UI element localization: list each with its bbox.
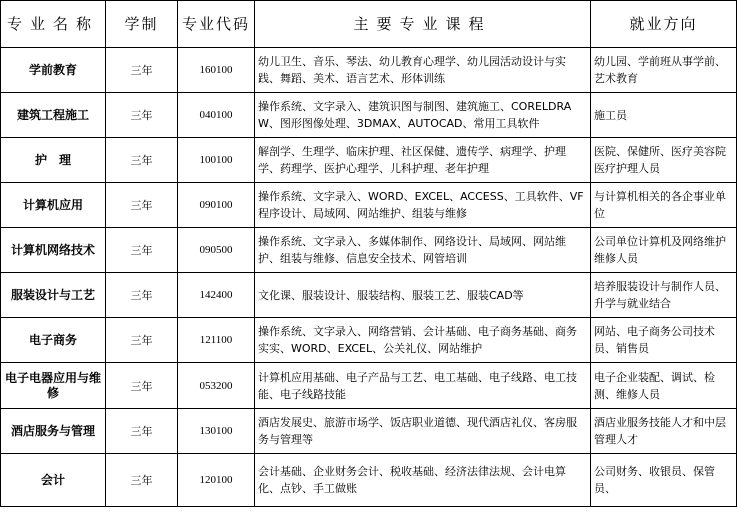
- employment-direction: 网站、电子商务公司技术员、销售员: [591, 318, 737, 363]
- table-row: [1, 183, 737, 228]
- main-courses: 操作系统、文字录入、建筑识图与制图、建筑施工、CORELDRAW、图形图像处理、3DMAX、AUTOCAD、常用工具软件: [255, 93, 591, 138]
- duration: 三年: [106, 183, 178, 228]
- header-row: [1, 1, 737, 48]
- employment-direction: 施工员: [591, 93, 737, 138]
- employment-direction: 医院、保健所、医疗美容院医疗护理人员: [591, 138, 737, 183]
- table-row: [1, 228, 737, 273]
- main-courses: 计算机应用基础、电子产品与工艺、电工基础、电子线路、电工技能、电子线路技能: [255, 363, 591, 409]
- header-main-courses: 主要专业课程: [255, 1, 591, 48]
- table-row: [1, 409, 737, 454]
- main-courses: 会计基础、企业财务会计、税收基础、经济法律法规、会计电算化、点钞、手工做账: [255, 454, 591, 507]
- employment-direction: 幼儿园、学前班从事学前、艺术教育: [591, 48, 737, 93]
- header-employment: 就业方向: [591, 1, 737, 48]
- table-row: [1, 48, 737, 93]
- major-name: 计算机应用: [1, 183, 106, 228]
- major-code: 130100: [178, 409, 255, 454]
- table-row: [1, 318, 737, 363]
- duration: 三年: [106, 93, 178, 138]
- header-major-code: 专业代码: [178, 1, 255, 48]
- main-courses: 解剖学、生理学、临床护理、社区保健、遗传学、病理学、护理学、药理学、医护心理学、儿科护理、老年护理: [255, 138, 591, 183]
- major-code: 100100: [178, 138, 255, 183]
- table-row: [1, 138, 737, 183]
- major-code: 090100: [178, 183, 255, 228]
- main-courses: 文化课、服装设计、服装结构、服装工艺、服装CAD等: [255, 273, 591, 318]
- major-code: 121100: [178, 318, 255, 363]
- main-courses: 操作系统、文字录入、WORD、EXCEL、ACCESS、工具软件、VF程序设计、局域网、网站维护、组装与维修: [255, 183, 591, 228]
- major-name: 学前教育: [1, 48, 106, 93]
- duration: 三年: [106, 409, 178, 454]
- employment-direction: 公司单位计算机及网络维护维修人员: [591, 228, 737, 273]
- employment-direction: 培养服装设计与制作人员、升学与就业结合: [591, 273, 737, 318]
- duration: 三年: [106, 363, 178, 409]
- duration: 三年: [106, 228, 178, 273]
- table-row: [1, 454, 737, 507]
- header-major-name: 专业名称: [1, 1, 106, 48]
- major-name: 会计: [1, 454, 106, 507]
- major-code: 142400: [178, 273, 255, 318]
- table-row: [1, 273, 737, 318]
- major-name: 电子商务: [1, 318, 106, 363]
- table-row: [1, 93, 737, 138]
- major-code: 040100: [178, 93, 255, 138]
- major-name: 酒店服务与管理: [1, 409, 106, 454]
- employment-direction: 酒店业服务技能人才和中层管理人才: [591, 409, 737, 454]
- employment-direction: 与计算机相关的各企事业单位: [591, 183, 737, 228]
- major-name: 护 理: [1, 138, 106, 183]
- main-courses: 操作系统、文字录入、多媒体制作、网络设计、局域网、网站维护、组装与维修、信息安全技术、网管培训: [255, 228, 591, 273]
- header-duration: 学制: [106, 1, 178, 48]
- employment-direction: 电子企业装配、调试、检测、维修人员: [591, 363, 737, 409]
- duration: 三年: [106, 273, 178, 318]
- major-name: 电子电器应用与维修: [1, 363, 106, 409]
- major-code: 120100: [178, 454, 255, 507]
- duration: 三年: [106, 318, 178, 363]
- major-code: 160100: [178, 48, 255, 93]
- major-name: 服装设计与工艺: [1, 273, 106, 318]
- main-courses: 幼儿卫生、音乐、琴法、幼儿教育心理学、幼儿园活动设计与实践、舞蹈、美术、语言艺术、形体训练: [255, 48, 591, 93]
- duration: 三年: [106, 454, 178, 507]
- major-code: 090500: [178, 228, 255, 273]
- duration: 三年: [106, 138, 178, 183]
- table-row: [1, 363, 737, 409]
- employment-direction: 公司财务、收银员、保管员、: [591, 454, 737, 507]
- major-code: 053200: [178, 363, 255, 409]
- duration: 三年: [106, 48, 178, 93]
- major-name: 建筑工程施工: [1, 93, 106, 138]
- major-name: 计算机网络技术: [1, 228, 106, 273]
- main-courses: 酒店发展史、旅游市场学、饭店职业道德、现代酒店礼仪、客房服务与管理等: [255, 409, 591, 454]
- main-courses: 操作系统、文字录入、网络营销、会计基础、电子商务基础、商务实实、WORD、EXCEL、公关礼仪、网站维护: [255, 318, 591, 363]
